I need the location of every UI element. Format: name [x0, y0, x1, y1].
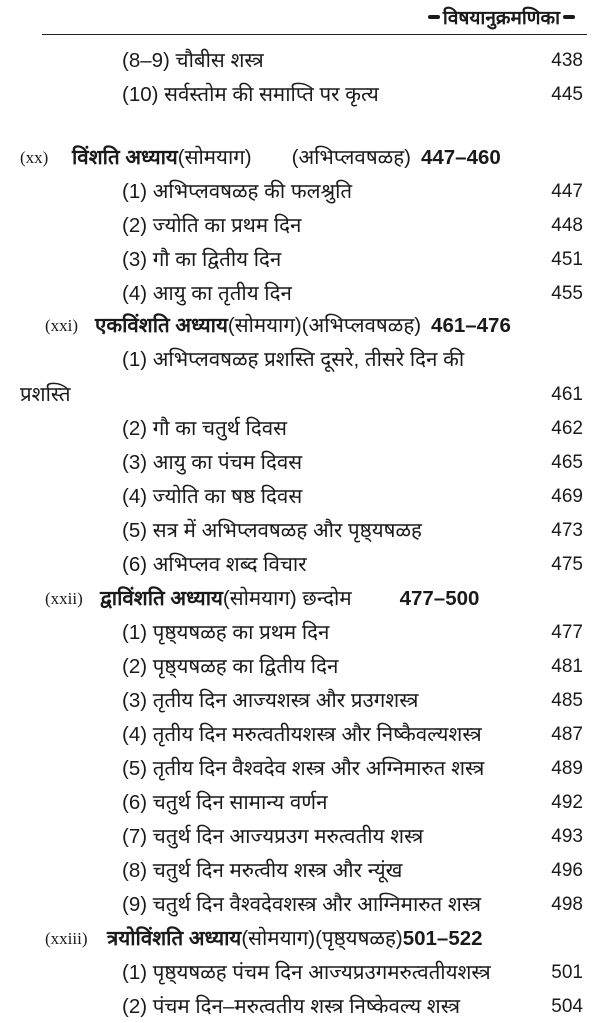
entry-label: (7) चतुर्थ दिन आज्यप्रउग मरुत्वतीय शस्त्र — [122, 825, 424, 848]
entry-label: (2) पंचम दिन–मरुत्वतीय शस्त्र निष्केवल्य शस्त्र — [122, 995, 461, 1018]
chapter-title: त्रयोविंशति अध्याय — [107, 927, 242, 950]
entry-label: (8) चतुर्थ दिन मरुत्वीय शस्त्र और न्यूंख — [122, 859, 403, 882]
entry-label: (9) चतुर्थ दिन वैश्वदेवशस्त्र और आग्निमारुत शस्त्र — [122, 893, 482, 916]
toc-entry — [0, 854, 600, 887]
chapter-heading — [107, 922, 483, 955]
toc-entry — [0, 514, 600, 547]
entry-label: (6) अभिप्लव शब्द विचार — [122, 553, 307, 576]
entry-label: (3) गौ का द्वितीय दिन — [122, 248, 282, 271]
page-number: 487 — [551, 724, 583, 745]
toc-entry — [0, 684, 600, 717]
entry-label: (2) गौ का चतुर्थ दिवस — [122, 417, 287, 440]
page-number: 493 — [551, 826, 583, 847]
ornament-left-icon — [428, 15, 440, 19]
toc-entry — [0, 277, 600, 310]
chapter-title: एकविंशति अध्याय — [95, 314, 228, 337]
header-rule — [42, 34, 587, 35]
page-number: 477 — [551, 622, 583, 643]
chapter-page-range: 461–476 — [431, 314, 511, 337]
page-number: 498 — [551, 894, 583, 915]
entry-label: (4) आयु का तृतीय दिन — [122, 282, 292, 305]
entry-label: (4) तृतीय दिन मरुत्वतीयशस्त्र और निष्कैवल्यशस्त्र — [122, 723, 482, 746]
entry-label: (8–9) चौबीस शस्त्र — [122, 49, 264, 72]
chapter-heading — [95, 309, 511, 342]
toc-entry — [0, 378, 600, 411]
page-number: 461 — [551, 384, 583, 405]
entry-label: (2) ज्योति का प्रथम दिन — [122, 214, 302, 237]
page-number: 504 — [551, 996, 583, 1017]
page-number: 445 — [551, 84, 583, 105]
running-header — [425, 4, 578, 30]
chapter-subtitle: (सोमयाग) — [177, 146, 252, 169]
page-number: 496 — [551, 860, 583, 881]
page-number: 481 — [551, 656, 583, 677]
entry-label: (4) ज्योति का षष्ठ दिवस — [122, 485, 303, 508]
ornament-right-icon — [563, 15, 575, 19]
chapter-number: (xxi) — [45, 316, 79, 335]
chapter-row — [0, 922, 600, 955]
toc-entry — [0, 786, 600, 819]
page-number: 462 — [551, 418, 583, 439]
chapter-title: विंशति अध्याय — [72, 146, 178, 169]
entry-label: (1) अभिप्लवषळह की फलश्रुति — [122, 180, 353, 203]
toc-entry — [0, 616, 600, 649]
toc-entry — [0, 175, 600, 208]
entry-label: (5) सत्र में अभिप्लवषळह और पृष्ठ्यषळह — [122, 519, 422, 542]
chapter-heading — [100, 582, 479, 615]
toc-entry — [0, 956, 600, 989]
chapter-number: (xx) — [20, 148, 49, 167]
chapter-subtitle-2: (अभिप्लवषळह) — [291, 146, 411, 169]
toc-entry — [0, 752, 600, 785]
toc-entry — [0, 820, 600, 853]
page-number: 485 — [551, 690, 583, 711]
toc-entry — [0, 243, 600, 276]
page-number: 455 — [551, 283, 583, 304]
page-number: 492 — [551, 792, 583, 813]
entry-label: (10) सर्वस्तोम की समाप्ति पर कृत्य — [122, 83, 379, 106]
toc-entry — [0, 718, 600, 751]
page-number: 448 — [551, 215, 583, 236]
chapter-title: द्वाविंशति अध्याय — [100, 587, 223, 610]
toc-entry — [0, 990, 600, 1023]
entry-label: (3) आयु का पंचम दिवस — [122, 451, 303, 474]
page-number: 451 — [551, 249, 583, 270]
toc-entry — [0, 446, 600, 479]
page-number: 473 — [551, 520, 583, 541]
entry-label: (5) तृतीय दिन वैश्वदेव शस्त्र और अग्निमारुत शस्त्र — [122, 757, 485, 780]
chapter-page-range: 477–500 — [399, 587, 480, 610]
entry-label: (6) चतुर्थ दिन सामान्य वर्णन — [122, 791, 328, 814]
toc-entry — [0, 480, 600, 513]
entry-label: (1) अभिप्लवषळह प्रशस्ति दूसरे, तीसरे दिन की — [122, 348, 465, 371]
page-number: 501 — [551, 962, 583, 983]
page-number: 438 — [551, 50, 583, 71]
entry-label-continued: प्रशस्ति — [20, 383, 71, 406]
toc-entry — [0, 548, 600, 581]
chapter-number: (xxii) — [45, 589, 83, 608]
page-number: 469 — [551, 486, 583, 507]
entry-label: (2) पृष्ठ्यषळह का द्वितीय दिन — [122, 655, 339, 678]
entry-label: (3) तृतीय दिन आज्यशस्त्र और प्रउगशस्त्र — [122, 689, 419, 712]
toc-entry — [0, 209, 600, 242]
chapter-row — [0, 309, 600, 342]
chapter-subtitle: (सोमयाग) छन्दोम — [222, 587, 352, 610]
chapter-subtitle: (सोमयाग)(पृष्ठ्यषळह) — [241, 927, 403, 950]
chapter-row — [0, 141, 600, 174]
chapter-subtitle: (सोमयाग)(अभिप्लवषळह) — [227, 314, 422, 337]
chapter-heading — [72, 141, 501, 174]
page-number: 489 — [551, 758, 583, 779]
chapter-page-range: 501–522 — [402, 927, 483, 950]
header-title: विषयानुक्रमणिका — [442, 8, 560, 29]
toc-entry — [0, 412, 600, 445]
page-number: 465 — [551, 452, 583, 473]
toc-entry — [0, 888, 600, 921]
chapter-page-range: 447–460 — [420, 146, 501, 169]
chapter-number: (xxiii) — [45, 929, 88, 948]
entry-label: (1) पृष्ठ्यषळह पंचम दिन आज्यप्रउगमरुत्वतीयशस्त्र — [122, 961, 491, 984]
toc-entry — [0, 78, 600, 111]
entry-label: (1) पृष्ठ्यषळह का प्रथम दिन — [122, 621, 330, 644]
chapter-row — [0, 582, 600, 615]
page-number: 475 — [551, 554, 583, 575]
toc-entry — [0, 44, 600, 77]
toc-entry — [0, 650, 600, 683]
toc-entry — [0, 343, 600, 376]
page-number: 447 — [551, 181, 583, 202]
